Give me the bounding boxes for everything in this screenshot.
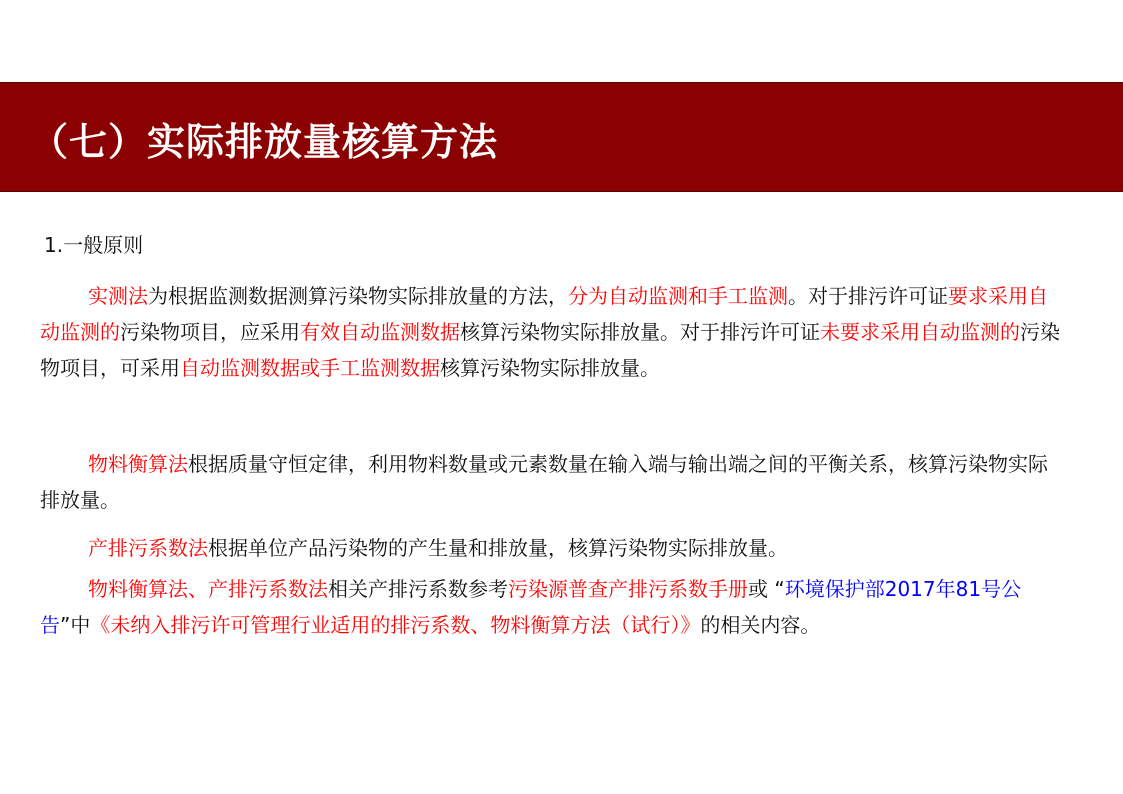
text-span: 根据质量守恒定律，利用物料数量或元素数量在输入端与输出端之间的平衡关系，核算污染物实际排放量。 <box>40 452 1048 512</box>
document-reference: 《未纳入排污许可管理行业适用的排污系数、物料衡算方法（试行）》 <box>90 613 701 637</box>
text-span: 核算污染物实际排放量。对于排污许可证 <box>460 320 820 344</box>
text-span: ”中 <box>60 613 91 637</box>
text-span: 。对于排污许可证 <box>788 284 948 308</box>
term-measurement-method: 实测法 <box>88 284 148 308</box>
section-heading: 1.一般原则 <box>44 233 144 257</box>
text-span: 根据单位产品污染物的产生量和排放量，核算污染物实际排放量。 <box>208 536 788 560</box>
announcement-reference: 环境保护部2017年81号公告 <box>40 577 1022 637</box>
text-span: 污染物项目，可采用 <box>40 320 1060 380</box>
highlight-span: 物料衡算法、产排污系数法 <box>88 577 328 601</box>
text-span: 或 “ <box>748 577 785 601</box>
highlight-span: 分为自动监测和手工监测 <box>568 284 788 308</box>
text-span: 的相关内容。 <box>700 613 821 637</box>
term-emission-factor: 产排污系数法 <box>88 536 208 560</box>
highlight-span: 自动监测数据或手工监测数据 <box>180 356 440 380</box>
highlight-span: 污染源普查产排污系数手册 <box>508 577 748 601</box>
paragraph-material-balance <box>40 446 1060 518</box>
text-span: 核算污染物实际排放量。 <box>440 356 660 380</box>
text-span: 为根据监测数据测算污染物实际排放量的方法， <box>148 284 568 308</box>
paragraph-emission-factor <box>40 530 1060 566</box>
paragraph-references <box>40 571 1060 643</box>
text-span: 相关产排污系数参考 <box>328 577 508 601</box>
highlight-span: 要求采用自动监测的 <box>40 284 1048 344</box>
highlight-span: 有效自动监测数据 <box>300 320 460 344</box>
page-title: （七）实际排放量核算方法 <box>30 119 499 164</box>
text-span: 污染物项目，应采用 <box>120 320 300 344</box>
highlight-span: 未要求采用自动监测的 <box>820 320 1020 344</box>
paragraph-measurement-method <box>40 278 1060 386</box>
term-material-balance: 物料衡算法 <box>88 452 188 476</box>
title-bar <box>0 82 1123 192</box>
